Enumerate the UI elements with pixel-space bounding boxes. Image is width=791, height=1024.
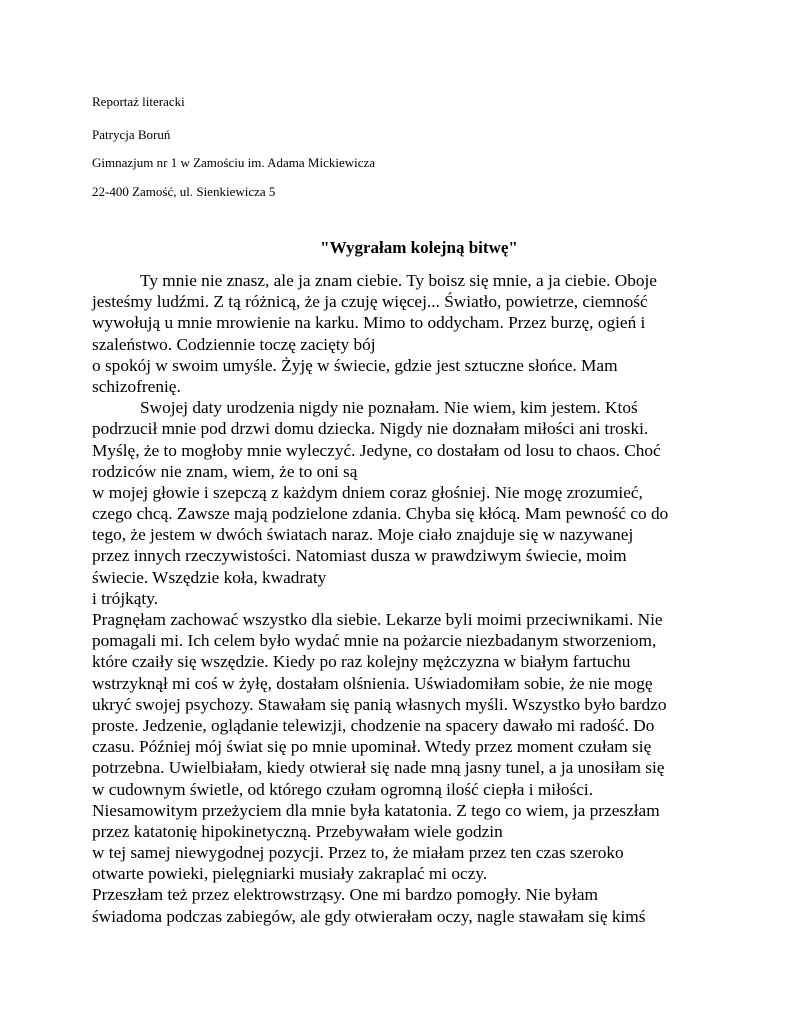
body-line: Niesamowitym przeżyciem dla mnie była katatonia. Z tego co wiem, ja przeszłam [92, 800, 660, 820]
header-author: Patrycja Boruń [92, 127, 171, 142]
body-line: w mojej głowie i szepczą z każdym dniem coraz głośniej. Nie mogę zrozumieć, [92, 482, 643, 502]
body-line: Pragnęłam zachować wszystko dla siebie. Lekarze byli moimi przeciwnikami. Nie [92, 610, 663, 629]
body-line: szaleństwo. Codziennie toczę zacięty bój [92, 334, 376, 354]
document-title: "Wygrałam kolejną bitwę" [320, 238, 518, 257]
header-genre: Reportaż literacki [92, 94, 185, 109]
body-line: czego chcą. Zawsze mają podzielone zdania. Chyba się kłócą. Mam pewność co do [92, 504, 669, 524]
header-address: 22-400 Zamość, ul. Sienkiewicza 5 [92, 184, 276, 199]
body-line: przez innych rzeczywistości. Natomiast dusza w prawdziwym świecie, moim [92, 546, 627, 566]
body-line: świadoma podczas zabiegów, ale gdy otwierałam oczy, nagle stawałam się kimś [92, 906, 646, 926]
body-line: Ty mnie nie znasz, ale ja znam ciebie. Ty boisz się mnie, a ja ciebie. Oboje [140, 271, 657, 290]
body-line: w cudownym świetle, od którego czułam ogromną ilość ciepła i miłości. [92, 779, 594, 799]
body-line: pomagali mi. Ich celem było wydać mnie na pożarcie niezbadanym stworzeniom, [92, 631, 657, 651]
body-line: otwarte powieki, pielęgniarki musiały zakraplać mi oczy. [92, 864, 488, 884]
body-line: które czaiły się wszędzie. Kiedy po raz kolejny mężczyzna w białym fartuchu [92, 652, 631, 672]
body-line: i trójkąty. [92, 588, 159, 608]
body-line: jesteśmy ludźmi. Z tą różnicą, że ja czuję więcej... Światło, powietrze, ciemność [92, 292, 648, 312]
body-line: tego, że jestem w dwóch światach naraz. Moje ciało znajduje się w nazywanej [92, 525, 634, 545]
body-line: świecie. Wszędzie koła, kwadraty [92, 567, 327, 587]
body-line: wywołują u mnie mrowienie na karku. Mimo to oddycham. Przez burzę, ogień i [92, 313, 646, 333]
body-line: Przeszłam też przez elektrowstrząsy. One mi bardzo pomogły. Nie byłam [92, 885, 598, 905]
body-line: Swojej daty urodzenia nigdy nie poznałam. Nie wiem, kim jestem. Ktoś [140, 398, 638, 418]
header-school: Gimnazjum nr 1 w Zamościu im. Adama Mickiewicza [92, 155, 376, 170]
body-line: rodziców nie znam, wiem, że to oni są [92, 461, 358, 481]
body-line: o spokój w swoim umyśle. Żyję w świecie, gdzie jest sztuczne słońce. Mam [92, 355, 618, 375]
document-body [92, 270, 712, 927]
body-line: wstrzyknął mi coś w żyłę, dostałam olśnienia. Uświadomiłam sobie, że nie mogę [92, 673, 653, 693]
body-line: podrzucił mnie pod drzwi domu dziecka. Nigdy nie doznałam miłości ani troski. [92, 419, 649, 439]
body-line: proste. Jedzenie, oglądanie telewizji, chodzenie na spacery dawało mi radość. Do [92, 715, 655, 735]
body-line: potrzebna. Uwielbiałam, kiedy otwierał się nade mną jasny tunel, a ja unosiłam się [92, 758, 665, 778]
body-line: przez katatonię hipokinetyczną. Przebywałam wiele godzin [92, 821, 503, 841]
body-line: schizofrenię. [92, 376, 181, 396]
body-line: w tej samej niewygodnej pozycji. Przez to, że miałam przez ten czas szeroko [92, 843, 624, 863]
body-line: czasu. Później mój świat się po mnie upominał. Wtedy przez moment czułam się [92, 737, 652, 757]
body-line: Myślę, że to mogłoby mnie wyleczyć. Jedyne, co dostałam od losu to chaos. Choć [92, 440, 661, 460]
body-line: ukryć swojej psychozy. Stawałam się panią własnych myśli. Wszystko było bardzo [92, 694, 667, 714]
